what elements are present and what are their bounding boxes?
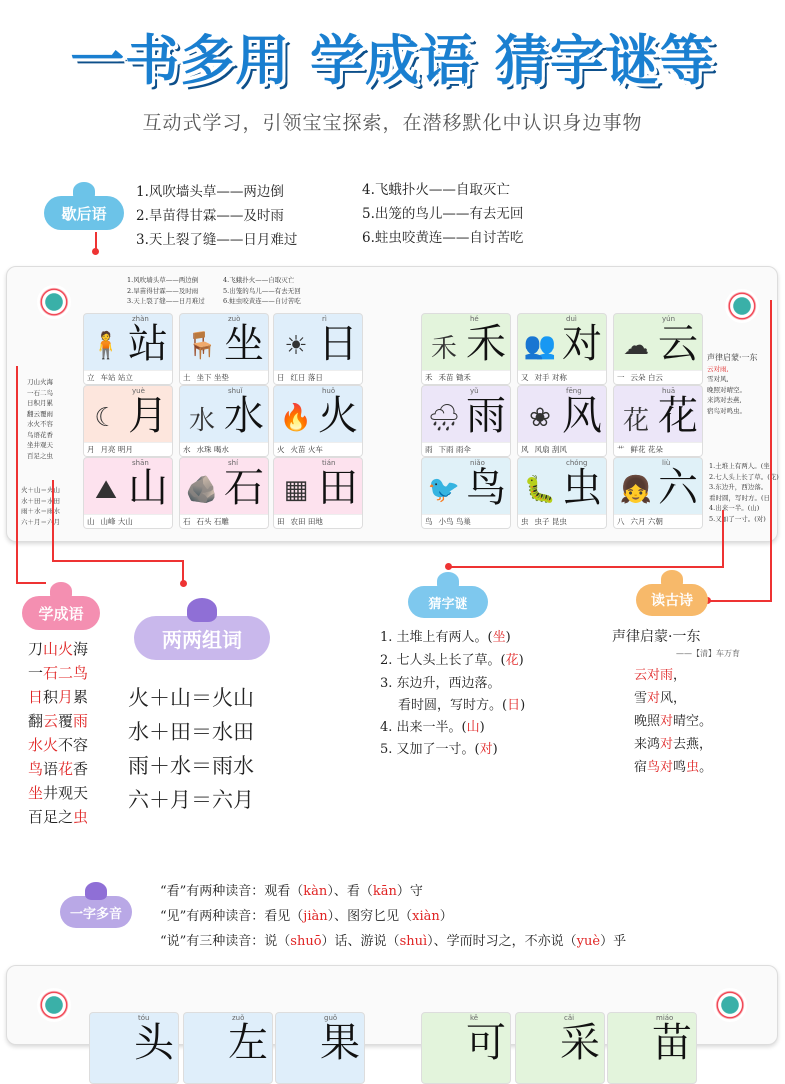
radical: 艹 <box>617 445 625 454</box>
riddle-item: 3. 东边升，西边落。 <box>380 676 501 691</box>
character: 坐 <box>224 321 264 367</box>
riddle-item: 1. 土堆上有两人。(坐) <box>380 630 511 645</box>
riddle-item: 4. 出来一半。(山) <box>380 720 485 735</box>
xiehouyu-item: 3.天上裂了缝——日月难过 <box>136 232 298 248</box>
character-card[interactable] <box>273 457 363 529</box>
radical: 一 <box>617 373 625 382</box>
picture-icon: 👥 <box>523 331 557 361</box>
picture-icon: 🪨 <box>185 475 219 505</box>
zuci-label: 两两组词 <box>162 627 242 652</box>
radical: 水 <box>183 445 191 454</box>
mini-xiehouyu: 1.风吹墙头草——两边倒 <box>127 276 199 284</box>
riddle-item: 2. 七人头上长了草。(花) <box>380 653 524 668</box>
card-footer <box>614 442 702 456</box>
subtitle: 互动式学习，引领宝宝探索，在潜移默化中认识身边事物 <box>142 112 643 134</box>
words: 火苗 火车 <box>290 445 323 454</box>
pointer-line <box>16 366 18 582</box>
xiehouyu-item: 1.风吹墙头草——两边倒 <box>136 184 284 200</box>
mini-idioms: 刀山火海 一石二鸟 日积月累 翻云覆雨 水火不容 鸟语花香 坐井观天 百足之虫 <box>27 378 53 460</box>
mini-combos: 火＋山＝火山 水＋田＝水田 雨＋水＝雨水 六＋月＝六月 <box>21 486 60 526</box>
words: 六月 六朝 <box>630 517 663 526</box>
character: 石 <box>224 465 264 511</box>
card-footer <box>180 514 268 528</box>
picture-icon: 花 <box>622 405 649 436</box>
pointer-line <box>95 232 97 252</box>
character-card[interactable] <box>83 385 173 457</box>
mini-riddles: 1.土堆上有两人。(坐) 2.七人头上长了草。(花) 3.东边升，西边落。 看时圆，写时方。(日) 4.出来一半。(山) 5.又加了一寸。(对) <box>709 462 779 523</box>
combo-item: 雨＋水＝雨水 <box>128 754 254 778</box>
character-card[interactable] <box>515 1012 605 1084</box>
combo-item: 水＋田＝水田 <box>128 720 254 744</box>
radical: 虫 <box>521 517 529 526</box>
xiehouyu-item: 4.飞蛾扑火——自取灭亡 <box>362 182 510 198</box>
card-footer <box>84 514 172 528</box>
character: 水 <box>224 393 264 439</box>
character: 站 <box>128 321 168 367</box>
character-card[interactable] <box>179 313 269 385</box>
radical: 月 <box>87 445 95 454</box>
radical: 立 <box>87 373 95 382</box>
words: 山峰 大山 <box>100 517 133 526</box>
idiom-item: 翻云覆雨 <box>28 712 89 730</box>
character: 山 <box>128 465 168 511</box>
zimi-label: 猜字谜 <box>428 596 468 612</box>
card-footer <box>274 370 362 384</box>
character-card[interactable] <box>179 385 269 457</box>
character: 可 <box>466 1020 506 1066</box>
mini-xiehouyu: 3.天上裂了缝——日月难过 <box>127 297 205 305</box>
character-card[interactable] <box>89 1012 179 1084</box>
words: 风扇 刮风 <box>534 445 567 454</box>
cat-icon <box>50 582 72 600</box>
radical: 禾 <box>425 373 433 382</box>
radical: 八 <box>617 517 625 526</box>
words: 云朵 白云 <box>630 373 663 382</box>
picture-icon: ⛰ <box>95 474 117 505</box>
pointer-line <box>448 566 724 568</box>
card-footer <box>180 442 268 456</box>
xiehouyu-item: 6.蛀虫咬黄连——自讨苦吃 <box>362 230 524 246</box>
words: 农田 田地 <box>290 517 323 526</box>
cat-icon <box>73 182 95 200</box>
radical: 石 <box>183 517 191 526</box>
words: 虫子 昆虫 <box>534 517 567 526</box>
character-card[interactable] <box>183 1012 273 1084</box>
card-footer <box>518 370 606 384</box>
pinyin: tián <box>322 459 336 467</box>
character-card[interactable] <box>83 313 173 385</box>
card-footer <box>84 442 172 456</box>
combo-item: 六＋月＝六月 <box>128 788 254 812</box>
idiom-item: 坐井观天 <box>28 784 89 802</box>
card-footer <box>518 442 606 456</box>
pointer-dot <box>445 563 452 570</box>
pinyin: huā <box>662 387 676 395</box>
character-card[interactable] <box>83 457 173 529</box>
poem-line: 来鸿对去燕， <box>634 737 713 752</box>
character-card[interactable] <box>275 1012 365 1084</box>
speaker-icon[interactable] <box>37 285 71 319</box>
chengyu-label: 学成语 <box>38 604 84 623</box>
pointer-dot <box>180 580 187 587</box>
poem-author: ——【清】车万育 <box>676 649 740 658</box>
character-card[interactable] <box>273 313 363 385</box>
character: 花 <box>658 393 698 439</box>
card-footer <box>422 514 510 528</box>
pinyin: shān <box>132 459 149 467</box>
xiehouyu-label: 歇后语 <box>61 204 107 223</box>
xiehouyu-item: 5.出笼的鸟儿——有去无回 <box>362 206 524 222</box>
cat-icon <box>437 572 459 590</box>
poem-line: 宿鸟对鸣虫。 <box>634 760 713 775</box>
card-footer <box>422 370 510 384</box>
pinyin: tóu <box>138 1014 150 1022</box>
pinyin: miáo <box>656 1014 674 1022</box>
character: 对 <box>562 321 602 367</box>
pinyin: yǔ <box>470 387 479 395</box>
pinyin: chóng <box>566 459 588 467</box>
idiom-item: 水火不容 <box>28 736 89 754</box>
card-footer <box>274 514 362 528</box>
poem-line: 晚照对晴空。 <box>634 714 713 729</box>
character: 左 <box>228 1020 268 1066</box>
pinyin: liù <box>662 459 671 467</box>
wall-chart-banner-2 <box>6 965 778 1066</box>
pointer-line <box>770 300 772 600</box>
pointer-line <box>52 560 184 562</box>
character-card[interactable] <box>613 313 703 385</box>
duoyin-label: 一字多音 <box>69 906 122 922</box>
wall-chart-banner <box>6 266 778 542</box>
character-card[interactable] <box>613 385 703 457</box>
xiehouyu-label-cloud <box>44 196 124 230</box>
character-card[interactable] <box>613 457 703 529</box>
pointer-line <box>722 510 724 566</box>
character: 风 <box>562 393 602 439</box>
poem-line: 雪对风， <box>634 691 687 706</box>
pointer-line <box>16 582 46 584</box>
picture-icon: 🌧 <box>427 403 461 433</box>
mini-xiehouyu: 2.旱苗得甘霖——及时雨 <box>127 286 199 295</box>
pinyin: shí <box>228 459 239 467</box>
radical: 日 <box>277 373 285 382</box>
poem-line: 云对雨， <box>634 668 687 683</box>
cat-icon <box>85 882 107 900</box>
picture-icon: 禾 <box>430 333 457 364</box>
speaker-icon[interactable] <box>713 988 747 1022</box>
headline: 一书多用 学成语 猜字谜等 <box>70 29 715 92</box>
character-card[interactable] <box>179 457 269 529</box>
character: 雨 <box>466 393 506 439</box>
poem-title: 声律启蒙·一东 <box>612 629 701 645</box>
pointer-line <box>52 480 54 560</box>
cat-icon <box>187 598 217 622</box>
idiom-item: 日积月累 <box>28 688 89 706</box>
pointer-line <box>708 600 772 602</box>
radical: 鸟 <box>425 517 433 526</box>
idiom-item: 百足之虫 <box>28 808 89 826</box>
speaker-icon[interactable] <box>37 988 71 1022</box>
riddle-item: 5. 又加了一寸。(对) <box>380 742 498 757</box>
radical: 雨 <box>425 445 433 454</box>
picture-icon: 🧍 <box>89 331 123 361</box>
character: 云 <box>658 321 698 367</box>
pinyin: kě <box>470 1014 479 1022</box>
cat-icon <box>661 570 683 588</box>
character-card[interactable] <box>273 385 363 457</box>
picture-icon: 🔥 <box>279 403 313 433</box>
words: 红日 落日 <box>290 373 323 382</box>
pinyin: duì <box>566 315 577 323</box>
pinyin: zuò <box>228 315 241 323</box>
pinyin: huǒ <box>322 387 336 395</box>
card-footer <box>180 370 268 384</box>
words: 对手 对称 <box>534 373 567 382</box>
pinyin: fēng <box>566 387 582 395</box>
gushi-label-cloud <box>636 584 708 616</box>
duoyin-label-cloud <box>60 896 132 928</box>
words: 石头 石雕 <box>196 517 229 526</box>
radical: 山 <box>87 517 95 526</box>
words: 鲜花 花朵 <box>630 445 663 454</box>
xiehouyu-item: 2.旱苗得甘霖——及时雨 <box>136 208 284 224</box>
character: 火 <box>318 393 358 439</box>
picture-icon: ☀ <box>284 331 308 361</box>
pinyin: zhàn <box>132 315 149 323</box>
character: 月 <box>128 393 168 439</box>
idiom-item: 刀山火海 <box>28 640 89 658</box>
character-card[interactable] <box>421 385 511 457</box>
gushi-label: 读古诗 <box>651 593 693 609</box>
character-card[interactable] <box>517 457 607 529</box>
pinyin: hé <box>470 315 479 323</box>
picture-icon: 👧 <box>619 475 653 505</box>
radical: 又 <box>521 373 529 382</box>
character: 虫 <box>562 465 602 511</box>
words: 车站 站立 <box>100 373 133 382</box>
card-footer <box>422 442 510 456</box>
words: 下雨 雨伞 <box>438 445 471 454</box>
character-card[interactable] <box>421 313 511 385</box>
words: 坐下 坐垫 <box>196 373 229 382</box>
mini-xiehouyu: 4.飞蛾扑火——自取灭亡 <box>223 276 295 284</box>
idiom-item: 一石二鸟 <box>28 664 89 682</box>
pronunciation-item: “看”有两种读音：观看（kàn）、看（kān）守 <box>160 884 423 899</box>
pinyin: niǎo <box>470 459 485 467</box>
radical: 风 <box>521 445 529 454</box>
character-card[interactable] <box>517 385 607 457</box>
character: 六 <box>658 465 698 511</box>
card-footer <box>84 370 172 384</box>
pinyin: yuè <box>132 387 145 395</box>
pronunciation-item: “见”有两种读音：看见（jiàn）、图穷匕见（xiàn） <box>160 909 453 924</box>
character: 日 <box>318 321 358 367</box>
character-card[interactable] <box>421 457 511 529</box>
words: 禾苗 锄禾 <box>438 373 471 382</box>
combo-item: 火＋山＝火山 <box>128 686 254 710</box>
idiom-item: 鸟语花香 <box>28 760 89 778</box>
character: 禾 <box>466 321 506 367</box>
character: 采 <box>560 1020 600 1066</box>
radical: 火 <box>277 445 285 454</box>
zuci-label-cloud <box>134 616 270 660</box>
radical: 田 <box>277 517 285 526</box>
riddle-item: 看时圆，写时方。(日) <box>398 698 526 713</box>
character: 头 <box>134 1020 174 1066</box>
card-footer <box>614 370 702 384</box>
mini-xiehouyu: 6.蛀虫咬黄连——自讨苦吃 <box>223 297 301 305</box>
pinyin: yún <box>662 315 676 323</box>
zimi-label-cloud <box>408 586 488 618</box>
speaker-icon[interactable] <box>725 289 759 323</box>
mini-poem: 声律启蒙·一东 云对雨, 雪对风, 晚照对晴空。 来鸿对去燕, 宿鸟对鸣虫。 <box>707 353 758 415</box>
character: 苗 <box>652 1020 692 1066</box>
pronunciation-item: “说”有三种读音：说（shuō）话、游说（shuì）、学而时习之，不亦说（yuè）乎 <box>160 934 627 949</box>
character-card[interactable] <box>421 1012 511 1084</box>
picture-icon: 🐦 <box>427 475 461 505</box>
character-card[interactable] <box>607 1012 697 1084</box>
mini-xiehouyu: 5.出笼的鸟儿——有去无回 <box>223 286 301 295</box>
character: 田 <box>318 465 358 511</box>
picture-icon: ▦ <box>283 475 309 505</box>
pinyin: shuǐ <box>228 387 243 395</box>
picture-icon: 🪑 <box>185 331 219 361</box>
card-footer <box>274 442 362 456</box>
pinyin: zuǒ <box>232 1014 245 1022</box>
pinyin: guǒ <box>324 1014 338 1022</box>
picture-icon: ☾ <box>94 403 118 433</box>
picture-icon: ☁ <box>623 331 649 361</box>
picture-icon: 水 <box>188 405 215 436</box>
words: 小鸟 鸟巢 <box>438 517 471 526</box>
card-footer <box>518 514 606 528</box>
character: 鸟 <box>466 465 506 511</box>
radical: 土 <box>183 373 191 382</box>
picture-icon: ❀ <box>529 403 551 433</box>
chengyu-label-cloud <box>22 596 100 630</box>
picture-icon: 🐛 <box>523 475 557 505</box>
card-footer <box>614 514 702 528</box>
character-card[interactable] <box>517 313 607 385</box>
words: 水珠 喝水 <box>196 445 229 454</box>
character: 果 <box>320 1020 360 1066</box>
words: 月亮 明月 <box>100 445 133 454</box>
pinyin: cǎi <box>564 1014 575 1022</box>
pinyin: rì <box>322 315 327 323</box>
